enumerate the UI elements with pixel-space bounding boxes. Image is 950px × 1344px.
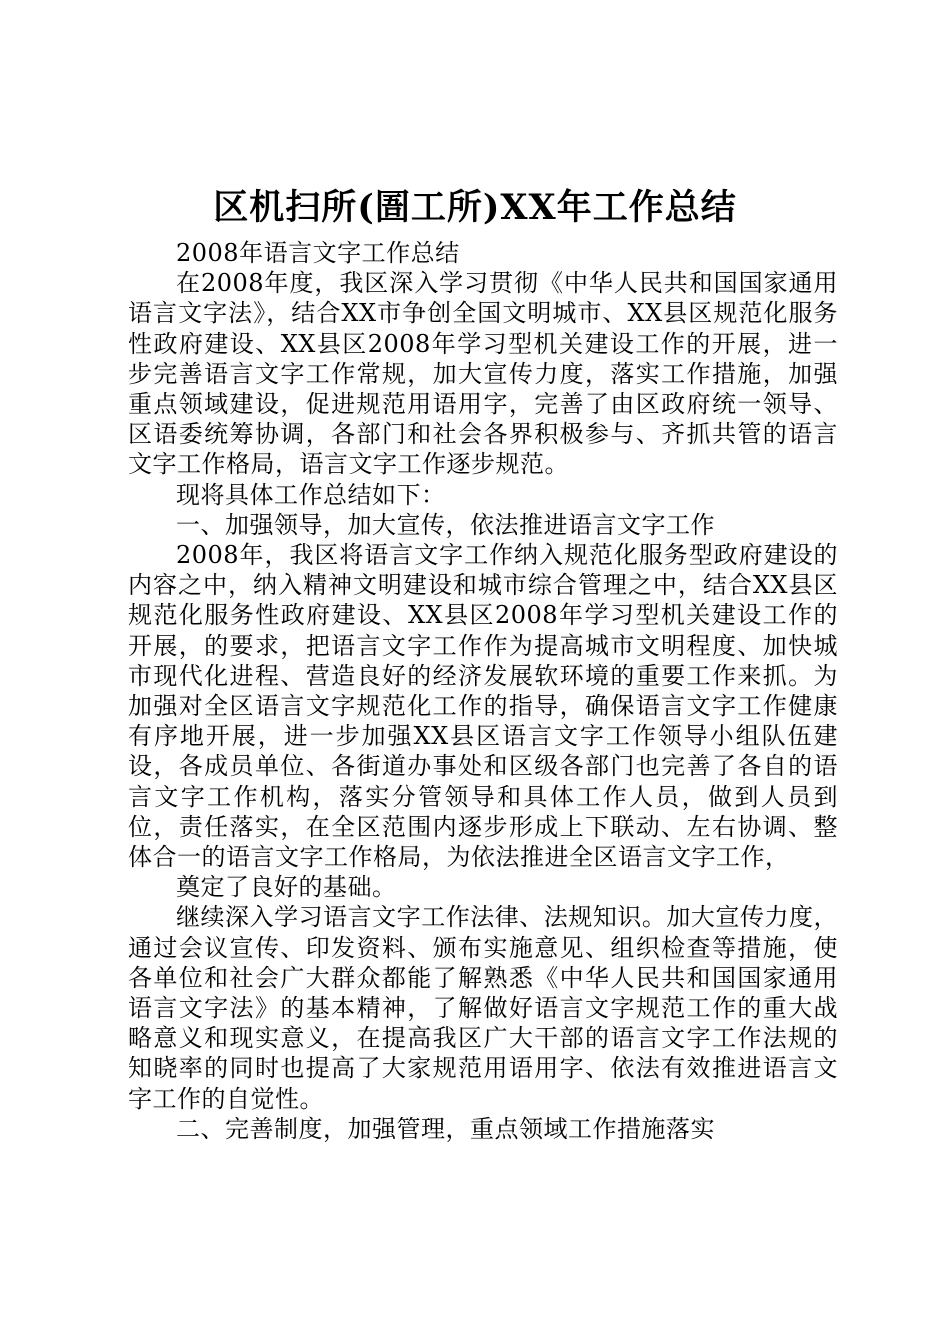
intro-paragraph: 在2008年度，我区深入学习贯彻《中华人民共和国国家通用语言文字法》，结合XX市争创全国文明城市、XX县区规范化服务性政府建设、XX县区2008年学习型机关建设工作的开展，进一步完善语言文字工作常规，加大宣传力度，落实工作措施，加强重点领域建设，促进规范用语用字，完善了由区政府统一领导、区语委统筹协调，各部门和社会各界积极参与、齐抓共管的语言文字工作格局，语言文字工作逐步规范。	[128, 269, 838, 479]
section-heading-1: 一、加强领导，加大宣传，依法推进语言文字工作	[176, 510, 715, 539]
summary-lead-paragraph: 现将具体工作总结如下：	[176, 480, 446, 509]
body-paragraph: 2008年，我区将语言文字工作纳入规范化服务型政府建设的内容之中，纳入精神文明建设和城市综合管理之中，结合XX县区规范化服务性政府建设、XX县区2008年学习型机关建设工作的开展，的要求，把语言文字工作作为提高城市文明程度、加快城市现代化进程、营造良好的经济发展软环境的重要工作来抓。为加强对全区语言文字规范化工作的指导，确保语言文字工作健康有序地开展，进一步加强XX县区语言文字工作领导小组队伍建设，各成员单位、各街道办事处和区级各部门也完善了各自的语言文字工作机构，落实分管领导和具体工作人员，做到人员到位，责任落实，在全区范围内逐步形成上下联动、左右协调、整体合一的语言文字工作格局，为依法推进全区语言文字工作，	[128, 541, 838, 872]
body-paragraph: 继续深入学习语言文字工作法律、法规知识。加大宣传力度，通过会议宣传、印发资料、颁布实施意见、组织检查等措施，使各单位和社会广大群众都能了解熟悉《中华人民共和国国家通用语言文字法》的基本精神，了解做好语言文字规范工作的重大战略意义和现实意义，在提高我区广大干部的语言文字工作法规的知晓率的同时也提高了大家规范用语用字、依法有效推进语言文字工作的自觉性。	[128, 903, 838, 1113]
document-body	[128, 238, 838, 1144]
subtitle-paragraph: 2008年语言文字工作总结	[176, 239, 460, 267]
body-paragraph: 奠定了良好的基础。	[176, 873, 397, 902]
document-title: 区机扫所(圄工所)XX年工作总结	[213, 187, 737, 228]
section-heading-2: 二、完善制度，加强管理，重点领域工作措施落实	[176, 1114, 715, 1143]
